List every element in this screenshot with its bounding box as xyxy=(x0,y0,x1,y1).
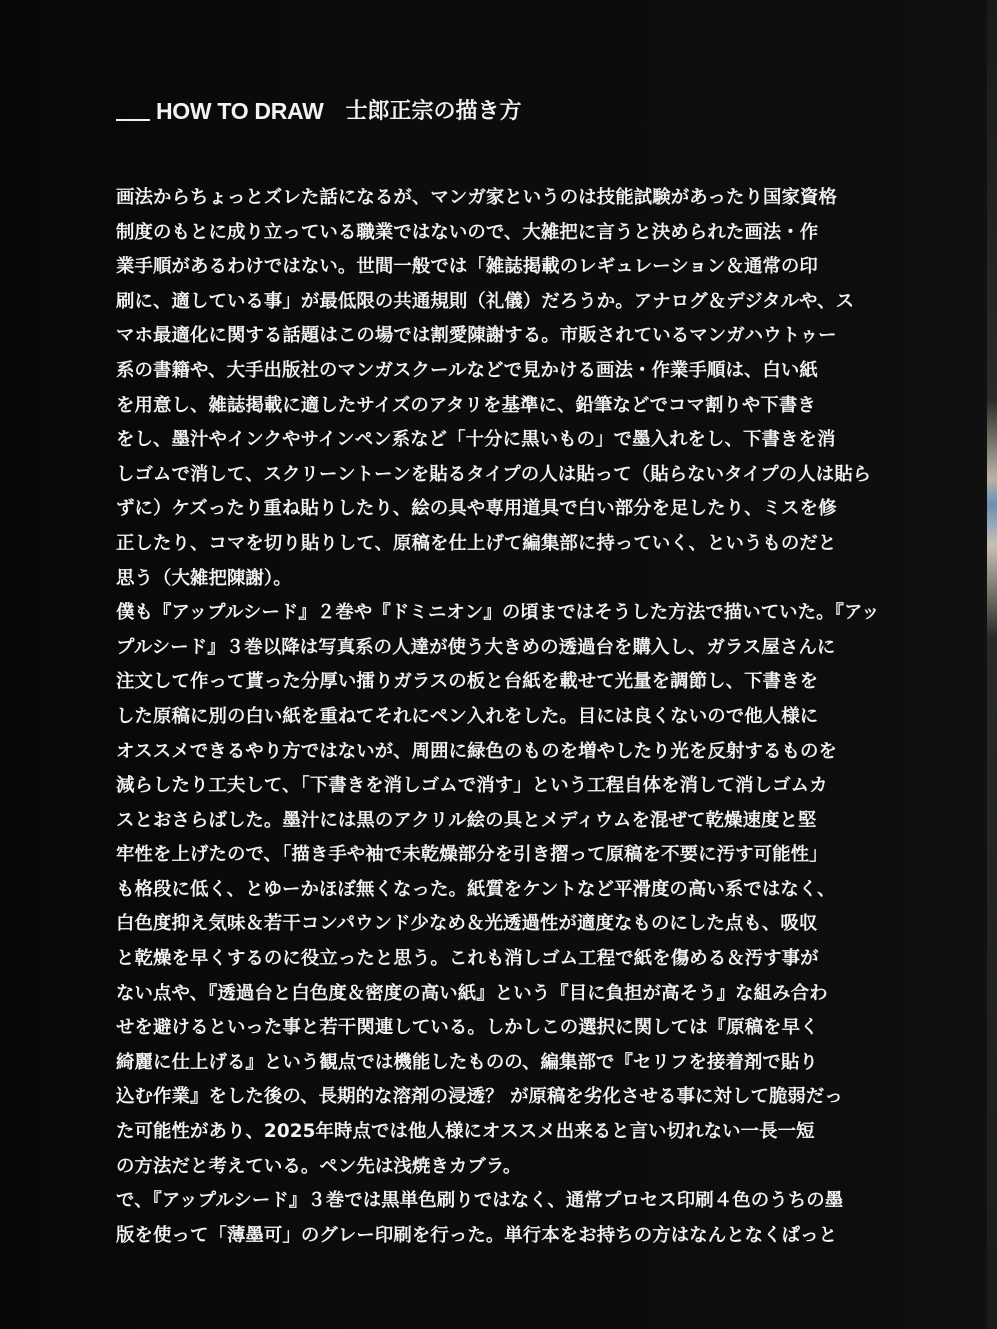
text-line: で、『アップルシード』３巻では黒単色刷りではなく、通常プロセス印刷４色のうちの墨 xyxy=(116,1190,844,1212)
text-line: も格段に低く、とゆーかほぼ無くなった。紙質をケントなど平滑度の高い系ではなく、 xyxy=(116,878,836,900)
text-line: しゴムで消して、スクリーントーンを貼るタイプの人は貼って（貼らないタイプの人は貼ら xyxy=(116,463,872,485)
text-line: オススメできるやり方ではないが、周囲に緑色のものを増やしたり光を反射するものを xyxy=(116,740,837,762)
text-line: た可能性があり、2025年時点では他人様にオススメ出来ると言い切れない一長一短 xyxy=(116,1121,815,1143)
text-line: せを避けるといった事と若干関連している。しかしこの選択に関しては『原稿を早く xyxy=(116,1017,819,1039)
text-line: をし、墨汁やインクやサインペン系など「十分に黒いもの」で墨入れをし、下書きを消 xyxy=(116,429,836,451)
text-line: 牢性を上げたので、「描き手や袖で未乾燥部分を引き摺って原稿を不要に汚す可能性」 xyxy=(116,844,828,866)
text-line: ない点や、『透過台と白色度＆密度の高い紙』という『目に負担が高そう』な組み合わ xyxy=(116,982,828,1004)
text-line: 僕も『アップルシード』２巻や『ドミニオン』の頃まではそうした方法で描いていた。『アッ xyxy=(116,602,880,624)
text-line: の方法だと考えている。ペン先は浅焼きカブラ。 xyxy=(116,1155,522,1177)
heading-rule xyxy=(116,119,150,121)
section-heading xyxy=(116,94,522,125)
text-line: を用意し、雑誌掲載に適したサイズのアタリを基準に、鉛筆などでコマ割りや下書き xyxy=(116,394,816,416)
heading-english: HOW TO DRAW xyxy=(156,98,324,124)
text-line: 注文して作って貰った分厚い擂りガラスの板と台紙を載せて光量を調節し、下書きを xyxy=(116,671,819,693)
text-line: 込む作業』をした後の、長期的な溶剤の浸透？ が原稿を劣化させる事に対して脆弱だっ xyxy=(116,1086,843,1108)
text-line: プルシード』３巻以降は写真系の人達が使う大きめの透過台を購入し、ガラス屋さんに xyxy=(116,636,836,658)
text-line: 減らしたり工夫して、「下書きを消しゴムで消す」という工程自体を消して消しゴムカ xyxy=(116,775,828,797)
text-line: 版を使って「薄墨可」のグレー印刷を行った。単行本をお持ちの方はなんとなくぱっと xyxy=(116,1224,838,1246)
page-edge-background xyxy=(987,0,997,1329)
text-line: 業手順があるわけではない。世間一般では「雑誌掲載のレギュレーション＆通常の印 xyxy=(116,256,818,278)
body-text xyxy=(116,181,880,1253)
text-line: 白色度抑え気味＆若干コンパウンド少なめ＆光透過性が適度なものにした点も、吸収 xyxy=(116,913,818,935)
text-line: 系の書籍や、大手出版社のマンガスクールなどで見かける画法・作業手順は、白い紙 xyxy=(116,359,818,381)
text-line: 画法からちょっとズレた話になるが、マンガ家というのは技能試験があったり国家資格 xyxy=(116,187,837,208)
text-line: 綺麗に仕上げる』という観点では機能したものの、編集部で『セリフを接着剤で貼り xyxy=(116,1051,818,1073)
text-line: 制度のもとに成り立っている職業ではないので、大雑把に言うと決められた画法・作 xyxy=(116,221,819,243)
text-line: 刷に、適している事」が最低限の共通規則（礼儀）だろうか。アナログ＆デジタルや、ス xyxy=(116,290,855,312)
text-line: と乾燥を早くするのに役立ったと思う。これも消しゴム工程で紙を傷める＆汚す事が xyxy=(116,948,819,970)
text-line: マホ最適化に関する話題はこの場では割愛陳謝する。市販されているマンガハウトゥー xyxy=(116,325,837,347)
text-line: 正したり、コマを切り貼りして、原稿を仕上げて編集部に持っていく、というものだと xyxy=(116,532,837,554)
text-line: スとおさらばした。墨汁には黒のアクリル絵の具とメディウムを混ぜて乾燥速度と堅 xyxy=(116,809,817,831)
text-line: した原稿に別の白い紙を重ねてそれにペン入れをした。目には良くないので他人様に xyxy=(116,705,819,727)
text-line: ずに）ケズったり重ね貼りしたり、絵の具や専用道具で白い部分を足したり、ミスを修 xyxy=(116,498,837,520)
text-line: 思う（大雑把陳謝）。 xyxy=(116,567,292,589)
heading-japanese: 士郎正宗の描き方 xyxy=(345,99,522,124)
